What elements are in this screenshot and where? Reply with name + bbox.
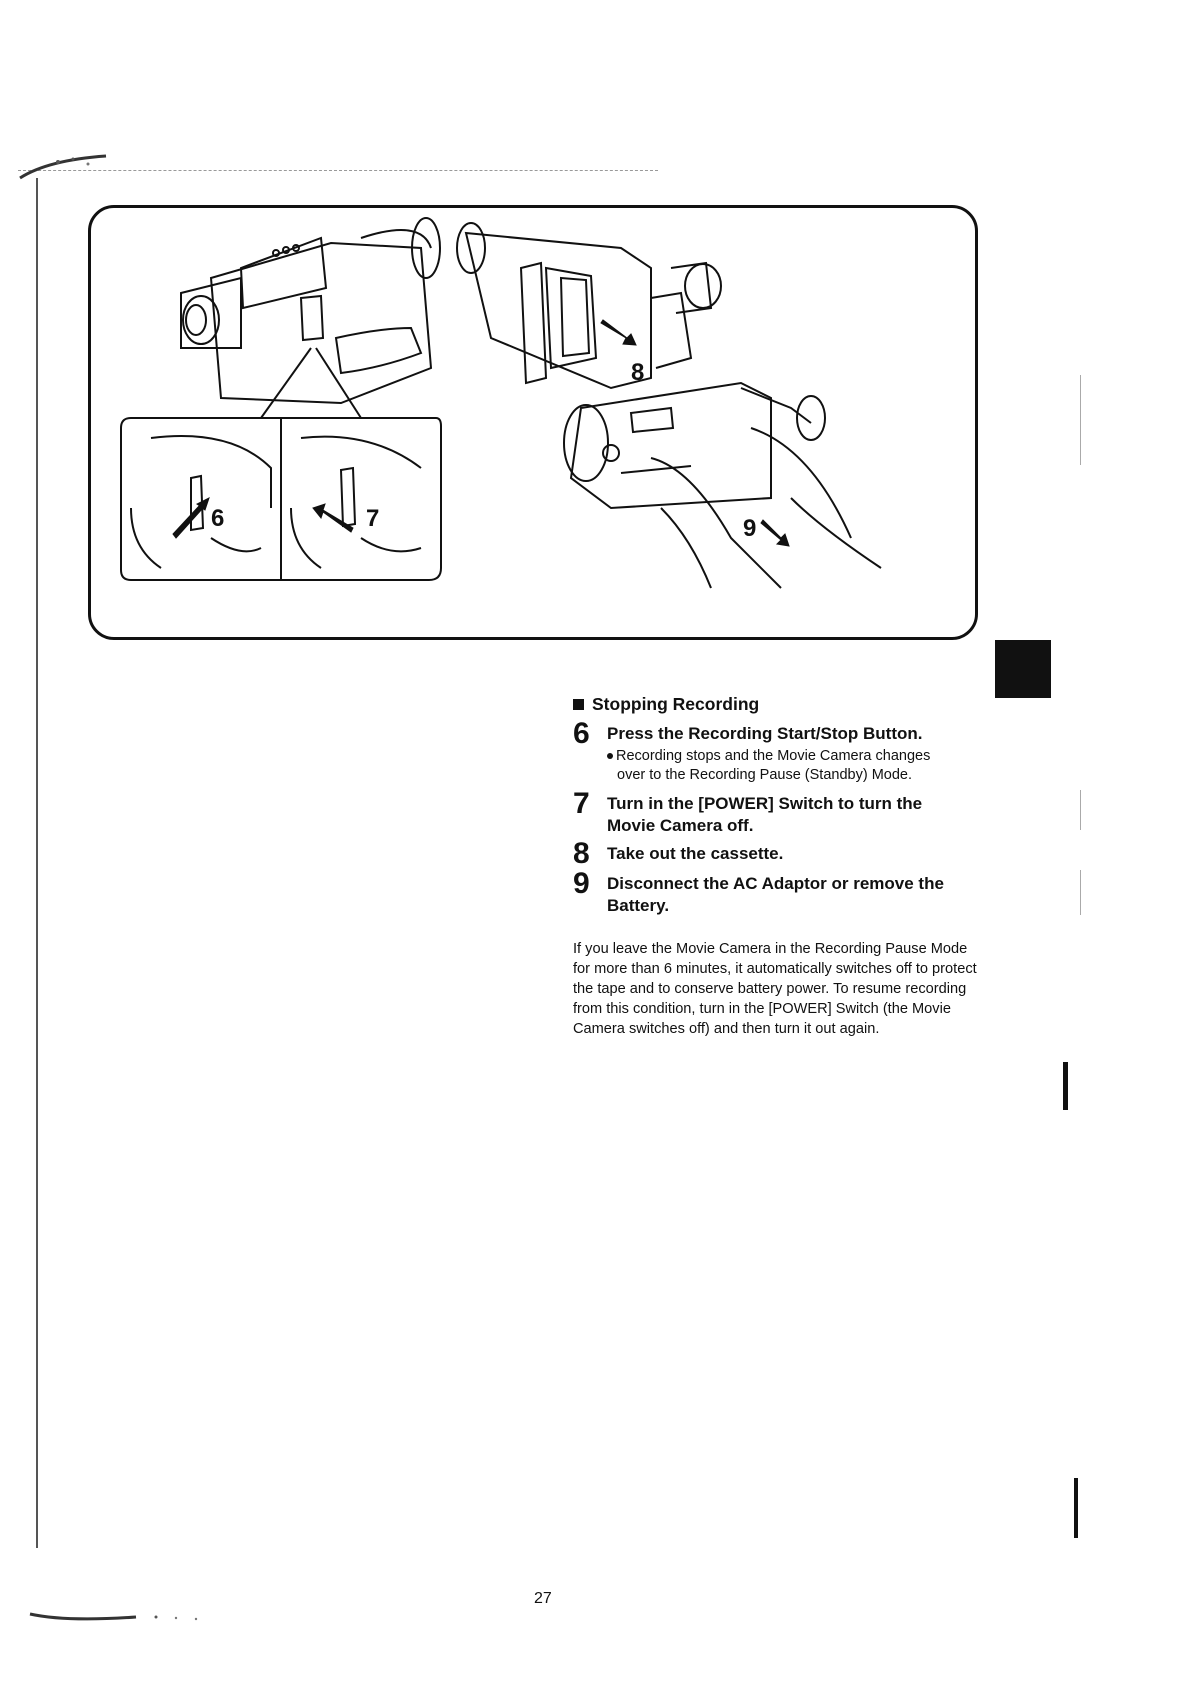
chapter-tab-marker (995, 640, 1051, 698)
scan-top-line (18, 170, 658, 172)
arrow-9 (761, 520, 789, 546)
section-heading-text: Stopping Recording (592, 694, 760, 714)
scan-left-edge (36, 178, 38, 1548)
arrow-8 (601, 320, 636, 345)
figure-label-6: 6 (211, 505, 225, 532)
scan-mark-right-5 (1080, 870, 1081, 915)
section-heading (573, 694, 993, 715)
illustration-panel (88, 205, 978, 640)
scan-speckle-top (18, 150, 108, 180)
auto-off-note: If you leave the Movie Camera in the Recording Pause Mode for more than 6 minutes, it automatically switches off to protect the tape and to conserve battery power. To resume recording from this condition, turn in the [POWER] Switch (the Movie Camera switches off) and then turn it out again. (573, 941, 977, 1037)
scan-speckle-bottom (26, 1608, 226, 1624)
bullet-text-continued: over to the Recording Pause (Standby) Mode. (617, 767, 912, 783)
page-number: 27 (534, 1590, 552, 1607)
scan-mark-right-2 (1074, 1478, 1078, 1538)
step-7 (573, 787, 993, 837)
camcorder-illustration (91, 208, 975, 637)
step-6 (573, 717, 993, 750)
step-number: 6 (573, 717, 590, 750)
figure-label-9: 9 (743, 515, 757, 542)
step-text: Press the Recording Start/Stop Button. (607, 724, 923, 743)
bullet-text: Recording stops and the Movie Camera changes (616, 748, 931, 764)
step-text: Disconnect the AC Adaptor or remove the Battery. (607, 874, 944, 915)
hand-right (751, 428, 851, 538)
figure-label-8: 8 (631, 359, 645, 386)
step-6-bullet (607, 747, 993, 785)
step-8 (573, 837, 993, 870)
step-number: 7 (573, 787, 590, 820)
scan-mark-right-1 (1063, 1062, 1068, 1110)
step-text: Turn in the [POWER] Switch to turn the Movie Camera off. (607, 794, 923, 835)
right-camcorder-bottom (571, 383, 771, 508)
figure-label-7: 7 (366, 505, 380, 532)
right-camcorder-top (466, 233, 651, 388)
instructions-column (573, 694, 993, 1054)
scan-mark-right-4 (1080, 790, 1081, 830)
scan-mark-right-3 (1080, 375, 1081, 465)
square-bullet-icon (573, 699, 584, 710)
step-9 (573, 867, 993, 917)
arrow-7 (313, 504, 353, 532)
step-number: 8 (573, 837, 590, 870)
bullet-dot-icon (607, 753, 613, 759)
step-text: Take out the cassette. (607, 844, 784, 863)
step-number: 9 (573, 867, 590, 900)
